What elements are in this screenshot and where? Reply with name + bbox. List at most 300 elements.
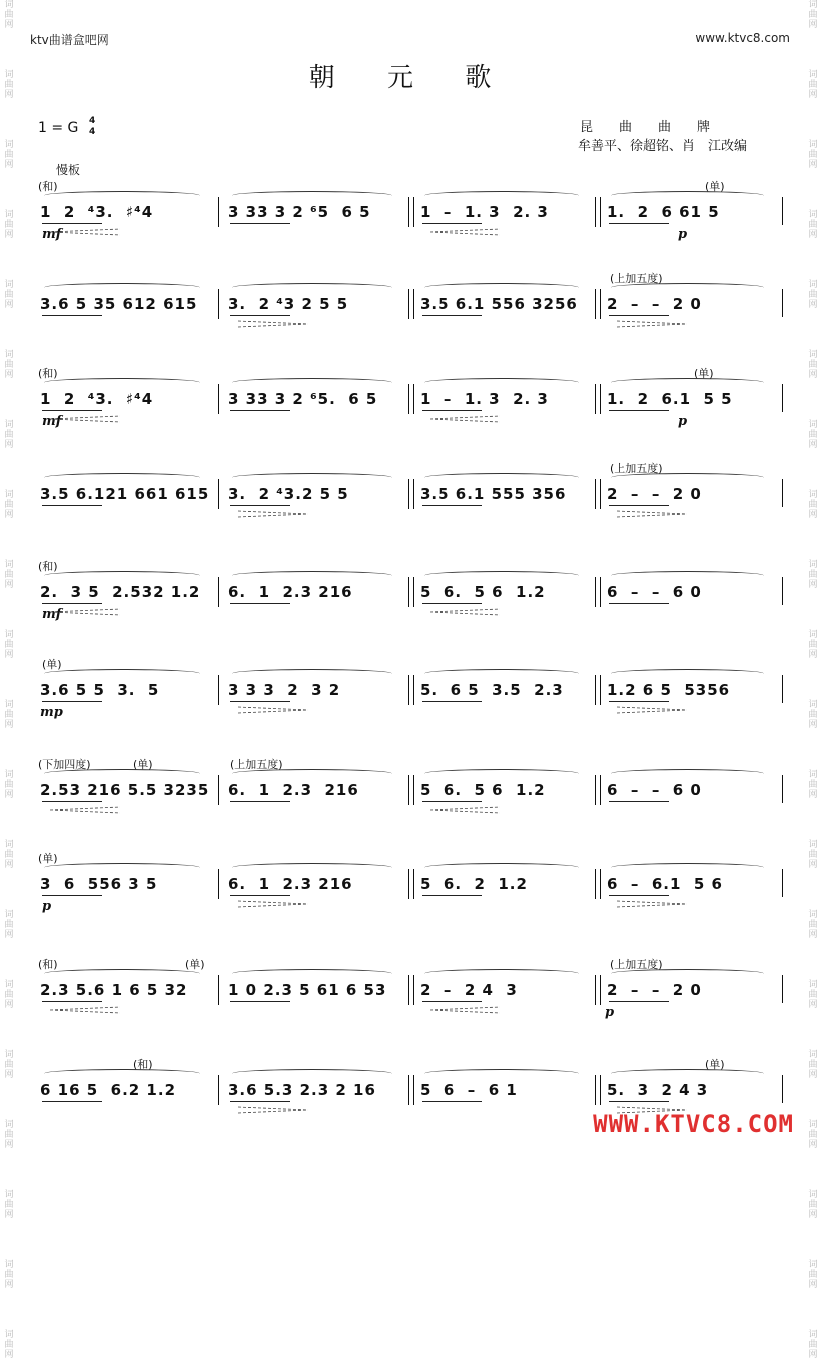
hairpin-mark [238, 321, 308, 327]
watermark-glyph: 曲 [4, 710, 14, 720]
slur-mark [611, 769, 764, 778]
measure [40, 386, 208, 408]
watermark-glyph-group [4, 700, 13, 730]
watermark-glyph: 曲 [4, 850, 14, 860]
watermark-glyph-group [808, 1260, 817, 1290]
part-annotation: (单) [694, 367, 714, 380]
watermark-glyph: 词 [808, 420, 818, 430]
part-annotation: (上加五度) [230, 758, 283, 771]
watermark-glyph: 曲 [808, 1060, 818, 1070]
watermark-glyph: 词 [808, 210, 818, 220]
watermark-glyph: 词 [808, 350, 818, 360]
measure-notes: 1 – 1. 3 2. 3 [420, 203, 549, 221]
beam-line [42, 603, 102, 604]
watermark-glyph: 网 [4, 90, 14, 100]
hairpin-mark [238, 707, 308, 713]
beam-line [230, 603, 290, 604]
measure-notes: 5. 3 2 4 3 [607, 1081, 709, 1099]
watermark-glyph-group [4, 770, 13, 800]
measure [228, 481, 400, 503]
watermark-glyph: 网 [4, 790, 14, 800]
measure-notes: 5 6. 2 1.2 [420, 875, 528, 893]
measure-notes: 3.5 6.121 661 615 [40, 485, 210, 503]
measure-notes: 3.6 5 5 3. 5 [40, 681, 160, 699]
watermark-glyph: 词 [4, 280, 14, 290]
watermark-glyph: 网 [4, 720, 14, 730]
measure-notes: 1.2 6 5 5356 [607, 681, 731, 699]
measure-notes: 3.6 5.3 2.3 2 16 [228, 1081, 376, 1099]
watermark-glyph: 曲 [4, 1060, 14, 1070]
dynamic-marking: mf [42, 607, 62, 622]
barline [595, 869, 601, 899]
barline [595, 775, 601, 805]
measure [228, 199, 400, 221]
measure [607, 579, 772, 601]
part-annotation: (和) [38, 958, 58, 971]
watermark-glyph: 网 [808, 20, 818, 30]
barline [408, 675, 414, 705]
watermark-glyph: 网 [808, 650, 818, 660]
watermark-glyph-group [808, 1120, 817, 1150]
part-annotation: (上加五度) [610, 462, 663, 475]
watermark-glyph-group [4, 980, 13, 1010]
barline [218, 197, 219, 227]
slur-mark [424, 283, 579, 292]
barline [782, 577, 783, 605]
part-annotation: (单) [38, 852, 58, 865]
watermark-glyph: 词 [4, 1260, 14, 1270]
beam-line [422, 895, 482, 896]
barline [595, 384, 601, 414]
watermark-glyph: 曲 [4, 150, 14, 160]
measure [228, 291, 400, 313]
measure [607, 777, 772, 799]
watermark-glyph: 网 [808, 160, 818, 170]
watermark-glyph-group [4, 1260, 13, 1290]
watermark-glyph: 曲 [808, 290, 818, 300]
watermark-glyph-group [4, 0, 13, 30]
watermark-glyph-group [808, 420, 817, 450]
measure [40, 677, 208, 699]
watermark-glyph-group [808, 980, 817, 1010]
slur-mark [44, 863, 200, 872]
watermark-glyph: 网 [4, 930, 14, 940]
watermark-glyph: 网 [4, 300, 14, 310]
beam-line [42, 315, 102, 316]
slur-mark [611, 863, 764, 872]
watermark-glyph: 词 [4, 350, 14, 360]
part-annotation: (和) [133, 1058, 153, 1071]
watermark-glyph-group [4, 1330, 13, 1360]
measure [40, 481, 208, 503]
beam-line [42, 505, 102, 506]
barline [218, 869, 219, 899]
part-annotation: (单) [133, 758, 153, 771]
watermark-glyph: 网 [808, 930, 818, 940]
watermark-glyph: 曲 [4, 430, 14, 440]
watermark-glyph-group [4, 350, 13, 380]
measure [420, 677, 587, 699]
watermark-glyph: 曲 [4, 360, 14, 370]
watermark-glyph: 词 [4, 1330, 14, 1340]
watermark-glyph: 曲 [4, 570, 14, 580]
watermark-glyph: 曲 [808, 1340, 818, 1350]
watermark-glyph: 曲 [808, 220, 818, 230]
beam-line [230, 701, 290, 702]
beam-line [230, 410, 290, 411]
measure [607, 386, 772, 408]
beam-line [422, 315, 482, 316]
watermark-glyph: 曲 [808, 570, 818, 580]
beam-line [230, 505, 290, 506]
beam-line [230, 1001, 290, 1002]
dynamic-marking: p [678, 414, 688, 429]
hairpin-mark [238, 901, 308, 907]
dynamic-marking: p [678, 227, 688, 242]
watermark-glyph: 曲 [808, 640, 818, 650]
watermark-glyph: 网 [4, 230, 14, 240]
watermark-glyph: 网 [4, 1140, 14, 1150]
measure [420, 291, 587, 313]
beam-line [42, 701, 102, 702]
slur-mark [232, 191, 392, 200]
dynamic-marking: mp [40, 705, 63, 720]
measure [228, 579, 400, 601]
barline [782, 675, 783, 703]
watermark-glyph: 词 [4, 1190, 14, 1200]
beam-line [609, 223, 669, 224]
watermark-glyph: 曲 [4, 990, 14, 1000]
slur-mark [424, 473, 579, 482]
slur-mark [611, 969, 764, 978]
slur-mark [232, 283, 392, 292]
barline [595, 975, 601, 1005]
beam-line [42, 895, 102, 896]
watermark-glyph-group [808, 280, 817, 310]
beam-line [422, 1101, 482, 1102]
watermark-glyph: 曲 [808, 10, 818, 20]
part-annotation: (下加四度) [38, 758, 91, 771]
barline [595, 1075, 601, 1105]
barline [218, 384, 219, 414]
barline [782, 775, 783, 803]
watermark-glyph-group [808, 350, 817, 380]
measure [607, 291, 772, 313]
hairpin-mark [430, 807, 500, 813]
watermark-glyph: 网 [4, 860, 14, 870]
measure-notes: 5 6. 5 6 1.2 [420, 781, 546, 799]
slur-mark [44, 1069, 200, 1078]
measure [420, 977, 587, 999]
part-annotation: (上加五度) [610, 958, 663, 971]
watermark-glyph-group [808, 1050, 817, 1080]
hairpin-mark [430, 416, 500, 422]
part-annotation: (单) [705, 1058, 725, 1071]
watermark-glyph: 词 [4, 140, 14, 150]
measure-notes: 3. 2 ⁴3 2 5 5 [228, 295, 349, 313]
watermark-glyph: 网 [808, 1350, 818, 1360]
slur-mark [44, 473, 200, 482]
measure-notes: 2 – 2 4 3 [420, 981, 518, 999]
slur-mark [611, 1069, 764, 1078]
watermark-glyph: 曲 [808, 1130, 818, 1140]
hairpin-mark [50, 229, 120, 235]
watermark-glyph: 词 [4, 1050, 14, 1060]
watermark-glyph: 词 [4, 770, 14, 780]
watermark-glyph: 词 [808, 0, 818, 10]
beam-line [230, 315, 290, 316]
watermark-glyph: 词 [4, 1120, 14, 1130]
barline [595, 197, 601, 227]
watermark-glyph-group [808, 700, 817, 730]
slur-mark [611, 571, 764, 580]
part-annotation: (单) [42, 658, 62, 671]
beam-line [422, 410, 482, 411]
watermark-glyph: 网 [4, 650, 14, 660]
watermark-glyph: 曲 [808, 990, 818, 1000]
watermark-column-right [804, 0, 822, 1360]
watermark-glyph: 词 [808, 840, 818, 850]
footer-logo: WWW.KTVC8.COM [593, 1110, 794, 1138]
measure [40, 291, 208, 313]
watermark-glyph: 曲 [808, 500, 818, 510]
watermark-glyph: 词 [4, 70, 14, 80]
watermark-glyph: 曲 [808, 920, 818, 930]
credit-source: 昆曲曲牌 [580, 120, 737, 135]
watermark-glyph-group [808, 210, 817, 240]
measure [607, 481, 772, 503]
barline [218, 577, 219, 607]
watermark-glyph: 曲 [808, 1200, 818, 1210]
measure [40, 199, 208, 221]
slur-mark [611, 378, 764, 387]
beam-line [42, 410, 102, 411]
watermark-glyph-group [4, 630, 13, 660]
site-url-right: www.ktvc8.com [695, 31, 790, 45]
dynamic-marking: mf [42, 227, 62, 242]
slur-mark [44, 969, 200, 978]
barline [595, 577, 601, 607]
hairpin-mark [617, 707, 687, 713]
beam-line [609, 505, 669, 506]
measure [228, 777, 400, 799]
hairpin-mark [50, 1007, 120, 1013]
barline [595, 479, 601, 509]
measure-notes: 1 2 ⁴3. ♯⁴4 [40, 390, 154, 408]
barline [218, 675, 219, 705]
hairpin-mark [617, 321, 687, 327]
measure [40, 871, 208, 893]
measure-notes: 1. 2 6.1 5 5 [607, 390, 733, 408]
barline [218, 1075, 219, 1105]
measure [420, 579, 587, 601]
measure [40, 777, 208, 799]
watermark-glyph: 网 [808, 1210, 818, 1220]
beam-line [609, 1101, 669, 1102]
watermark-glyph: 网 [808, 510, 818, 520]
watermark-glyph: 曲 [4, 290, 14, 300]
watermark-glyph-group [808, 1330, 817, 1360]
slur-mark [232, 378, 392, 387]
slur-mark [424, 191, 579, 200]
slur-mark [232, 669, 392, 678]
watermark-glyph-group [808, 140, 817, 170]
slur-mark [232, 769, 392, 778]
measure-notes: 6 – – 6 0 [607, 781, 702, 799]
slur-mark [44, 769, 200, 778]
watermark-glyph: 词 [4, 210, 14, 220]
watermark-glyph-group [808, 630, 817, 660]
measure-notes: 6 – – 6 0 [607, 583, 702, 601]
slur-mark [44, 191, 200, 200]
watermark-glyph: 网 [4, 1280, 14, 1290]
watermark-glyph: 网 [4, 510, 14, 520]
watermark-glyph: 词 [808, 560, 818, 570]
measure [607, 871, 772, 893]
hairpin-mark [238, 1107, 308, 1113]
measure-notes: 3. 2 ⁴3.2 5 5 [228, 485, 349, 503]
barline [218, 975, 219, 1005]
slur-mark [424, 1069, 579, 1078]
hairpin-mark [430, 229, 500, 235]
watermark-glyph: 曲 [4, 1270, 14, 1280]
beam-line [230, 895, 290, 896]
watermark-glyph: 曲 [808, 360, 818, 370]
watermark-glyph-group [4, 560, 13, 590]
part-annotation: (单) [185, 958, 205, 971]
time-signature [89, 116, 95, 138]
watermark-glyph: 网 [808, 90, 818, 100]
watermark-glyph: 网 [808, 1070, 818, 1080]
watermark-glyph: 曲 [808, 710, 818, 720]
watermark-glyph-group [4, 1050, 13, 1080]
watermark-glyph-group [808, 1190, 817, 1220]
watermark-glyph-group [4, 1120, 13, 1150]
measure [228, 871, 400, 893]
slur-mark [424, 571, 579, 580]
watermark-glyph: 网 [808, 300, 818, 310]
hairpin-mark [50, 807, 120, 813]
slur-mark [232, 473, 392, 482]
watermark-glyph: 网 [4, 1210, 14, 1220]
watermark-glyph: 曲 [4, 1130, 14, 1140]
measure-notes: 1 0 2.3 5 61 6 53 [228, 981, 387, 999]
measure-notes: 2.53 216 5.5 3235 [40, 781, 210, 799]
measure-notes: 3 6 556 3 5 [40, 875, 158, 893]
slur-mark [611, 473, 764, 482]
watermark-glyph-group [4, 280, 13, 310]
watermark-glyph: 网 [808, 370, 818, 380]
beam-line [422, 1001, 482, 1002]
credit-arrangers: 牟善平、徐超铭、肖 江改编 [578, 139, 748, 154]
beam-line [42, 801, 102, 802]
watermark-glyph: 网 [808, 1140, 818, 1150]
watermark-glyph: 曲 [808, 850, 818, 860]
slur-mark [611, 191, 764, 200]
watermark-glyph: 网 [4, 20, 14, 30]
barline [408, 577, 414, 607]
beam-line [609, 410, 669, 411]
measure [228, 1077, 400, 1099]
measure-notes: 2 – – 2 0 [607, 981, 702, 999]
measure-notes: 6 16 5 6.2 1.2 [40, 1081, 177, 1099]
watermark-glyph: 网 [808, 1280, 818, 1290]
score-title: 朝 元 歌 [308, 63, 514, 93]
slur-mark [232, 863, 392, 872]
watermark-glyph: 词 [808, 700, 818, 710]
slur-mark [232, 969, 392, 978]
measure-notes: 2.3 5.6 1 6 5 32 [40, 981, 188, 999]
barline [782, 479, 783, 507]
watermark-column-left [0, 0, 18, 1360]
watermark-glyph-group [808, 910, 817, 940]
time-signature-bottom: 4 [89, 127, 96, 137]
measure [40, 1077, 208, 1099]
measure-notes: 5 6 – 6 1 [420, 1081, 518, 1099]
beam-line [42, 223, 102, 224]
watermark-glyph-group [4, 420, 13, 450]
barline [408, 289, 414, 319]
watermark-glyph: 曲 [808, 80, 818, 90]
barline [595, 289, 601, 319]
site-name-left: ktv曲谱盒吧网 [30, 33, 109, 47]
measure-notes: 5. 6 5 3.5 2.3 [420, 681, 564, 699]
watermark-glyph: 网 [808, 1000, 818, 1010]
barline [408, 479, 414, 509]
measure [607, 977, 772, 999]
measure-notes: 6 – 6.1 5 6 [607, 875, 723, 893]
beam-line [230, 801, 290, 802]
barline [408, 975, 414, 1005]
watermark-glyph: 曲 [4, 1340, 14, 1350]
part-annotation: (和) [38, 560, 58, 573]
watermark-glyph-group [4, 210, 13, 240]
watermark-glyph: 词 [808, 1050, 818, 1060]
watermark-glyph: 曲 [808, 780, 818, 790]
measure [420, 481, 587, 503]
watermark-glyph: 网 [4, 1350, 14, 1360]
watermark-glyph: 网 [4, 1070, 14, 1080]
measure-notes: 3 33 3 2 ⁶5. 6 5 [228, 390, 378, 408]
watermark-glyph-group [808, 0, 817, 30]
hairpin-mark [617, 901, 687, 907]
measure-notes: 6. 1 2.3 216 [228, 583, 353, 601]
barline [218, 289, 219, 319]
watermark-glyph: 词 [4, 910, 14, 920]
measure [40, 579, 208, 601]
measure [228, 977, 400, 999]
part-annotation: (和) [38, 367, 58, 380]
beam-line [609, 603, 669, 604]
watermark-glyph: 网 [808, 860, 818, 870]
hairpin-mark [238, 511, 308, 517]
watermark-glyph: 网 [4, 160, 14, 170]
watermark-glyph-group [808, 770, 817, 800]
watermark-glyph-group [4, 1190, 13, 1220]
watermark-glyph: 词 [808, 910, 818, 920]
watermark-glyph: 词 [808, 630, 818, 640]
watermark-glyph: 网 [4, 370, 14, 380]
watermark-glyph: 词 [808, 280, 818, 290]
barline [782, 289, 783, 317]
watermark-glyph: 曲 [4, 1200, 14, 1210]
slur-mark [424, 769, 579, 778]
measure-notes: 1. 2 6 61 5 [607, 203, 720, 221]
hairpin-mark [430, 1007, 500, 1013]
time-signature-top: 4 [89, 116, 96, 126]
measure-notes: 1 2 ⁴3. ♯⁴4 [40, 203, 154, 221]
measure-notes: 5 6. 5 6 1.2 [420, 583, 546, 601]
